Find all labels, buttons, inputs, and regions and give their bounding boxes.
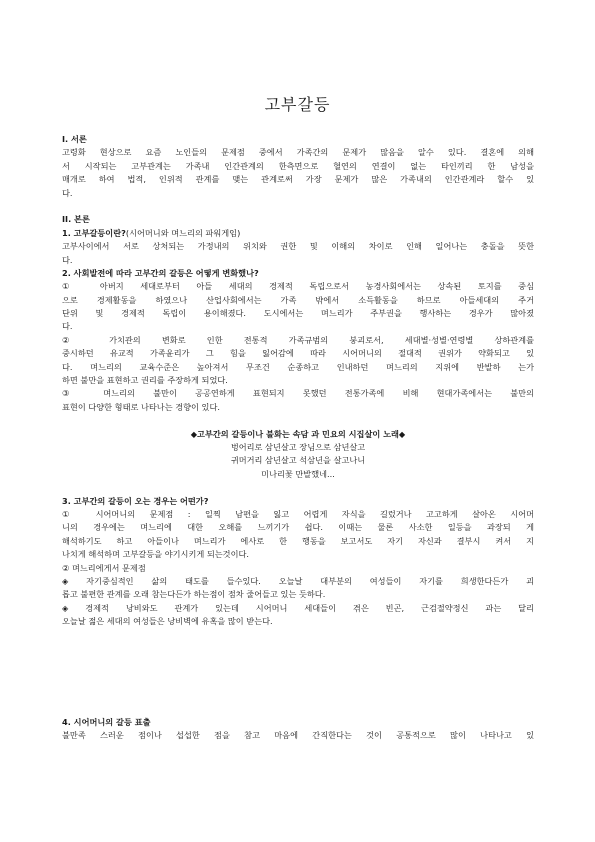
- s2-line: 중시하던 유교적 가족윤리가 그 힘을 잃어감에 따라 시어머니의 절대적 권위가 약화되고 있: [62, 348, 534, 359]
- proverb-line: 귀머거리 삼년살고 석삼년을 살고나니: [230, 455, 366, 466]
- s2-line: 단위 및 경제적 독립이 용이해졌다. 도시에서는 며느리가 주부권을 행사하는 경우가 많아졌: [62, 308, 534, 319]
- s2-line: 다.: [62, 321, 73, 332]
- subsection-heading-1-rest: (시어머니와 며느리의 파워게임): [125, 227, 241, 238]
- section-heading-body: II. 본론: [62, 214, 90, 225]
- document-title: 고부갈등: [264, 95, 331, 114]
- s3-line: 니의 경우에는 며느리에 대한 오해를 느끼기가 쉽다. 이때는 물론 사소한 일등을 과장되 게: [62, 522, 534, 533]
- s3-line: ① 시어머니의 문제점 : 일찍 남편을 잃고 어렵게 자식을 길렀거나 고고하게 살아온 시어머: [62, 508, 534, 519]
- s3-line: ② 며느리에게서 문제점: [62, 562, 146, 573]
- intro-line: 매개로 하여 법적, 인위적 관계를 맺는 관계로써 가장 문제가 많은 가족내의 인간관계라 할수 있: [62, 174, 534, 185]
- subsection-heading-1-bold: 1. 고부갈등이란?: [62, 227, 126, 238]
- subsection-heading-1: [62, 227, 534, 240]
- s2-line: 하면 불만을 표현하고 권리를 주장하게 되었다.: [62, 375, 228, 386]
- s1-line: 고부사이에서 서로 상처되는 가정내의 위치와 권한 및 이해의 차이로 인해 일어나는 충돌을 뜻한: [62, 241, 534, 252]
- s3-line: 오늘날 젊은 세대의 여성들은 낭비벽에 유혹을 많이 받는다.: [62, 616, 273, 627]
- document-body: [62, 133, 534, 628]
- s2-line: ③ 며느리의 불만이 공공연하게 표현되지 못했던 전통가족에 비해 현대가족에서는 불만의: [62, 388, 534, 399]
- subsection-heading-2: 2. 사회발전에 따라 고부간의 갈등은 어떻게 변화했나?: [62, 267, 259, 278]
- s3-line: ◈ 경제적 낭비와도 관계가 있는데 시어머니 세대들이 겪은 빈곤, 근검절약정신 과는 달리: [62, 602, 534, 613]
- intro-line: 서 시작되는 고부관계는 가족내 인간관계의 한측면으로 혈연의 연결이 없는 타인끼리 한 남성을: [62, 160, 534, 171]
- s2-line: ② 가치관의 변화로 인한 전통적 가족규범의 붕괴로서, 세대별·성별·연령별 상하관계를: [62, 334, 534, 345]
- s4-line: 불만족 스러운 점이나 섭섭한 점을 참고 마음에 간직한다는 것이 공통적으로 많이 나타나고 있: [62, 730, 534, 741]
- s2-line: ① 아버지 세대로부터 아들 세대의 경제적 독립으로서 농경사회에서는 상속된 토지를 중심: [62, 281, 534, 292]
- section-heading-intro: I. 서론: [62, 134, 87, 144]
- proverb-line: 벙어리로 삼년살고 장님으로 삼년살고: [230, 441, 366, 452]
- intro-line: 다.: [62, 187, 73, 198]
- s1-line: 다.: [62, 254, 73, 265]
- s2-line: 표현이 다양한 형태로 나타나는 경향이 있다.: [62, 401, 220, 412]
- s3-line: 롭고 불편한 관계를 오래 참는다든가 하는점이 점차 줄어들고 있는 듯하다.: [62, 589, 326, 600]
- proverb-line: 미나리꽃 만발했네...: [261, 468, 335, 479]
- s3-line: ◈ 자기중심적인 삶의 태도를 들수있다. 오늘날 대부분의 여성들이 자기를 희생한다든가 괴: [62, 575, 534, 586]
- s2-line: 으로 경제활동을 하였으나 산업사회에서는 가족 밖에서 소득활동을 하므로 아들세대의 주거: [62, 294, 534, 305]
- s2-line: 다. 며느리의 교육수준은 높아져서 무조건 순종하고 인내하던 며느리의 지위에 반발하 는가: [62, 361, 534, 372]
- subsection-heading-4: 4. 시어머니의 갈등 표출: [62, 717, 151, 727]
- section-4-block: [62, 716, 534, 743]
- subsection-heading-3: 3. 고부간의 갈등이 오는 경우는 어떤가?: [62, 495, 209, 506]
- s3-line: 나치게 해석하며 고부갈등을 야기시키게 되는것이다.: [62, 549, 250, 560]
- proverb-heading: ◆고부간의 갈등이나 불화는 속담 과 민요의 시집살이 노래◆: [190, 428, 406, 439]
- intro-line: 고령화 현상으로 요즘 노인들의 문제점 중에서 가족간의 문제가 많음을 알수 있다. 결혼에 의해: [62, 147, 534, 158]
- s3-line: 해석하기도 하고 아들이나 며느리가 에사로 한 행동을 보고서도 자기 자신과 결부시 켜서 지: [62, 535, 534, 546]
